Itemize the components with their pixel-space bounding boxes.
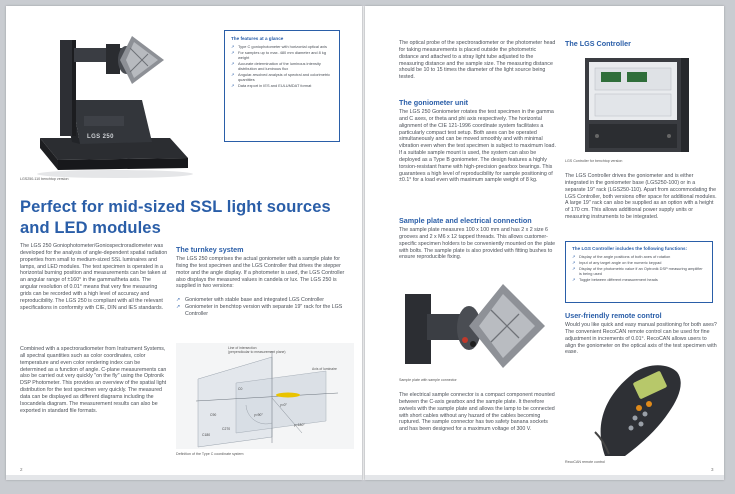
remote-paragraph: Would you like quick and easy manual positioning for both axes? The convenient RecoCAN remote control can be used for fine adjustment in increments of 0.01°. RecoCAN allows users to align the goniometer on the optical axis of the test specimen with ease.	[565, 322, 717, 356]
turnkey-list	[176, 297, 346, 318]
list-item: ↗ Input of any target angle on the numeric keypad	[572, 259, 662, 265]
device-label: LGS 250	[87, 134, 114, 140]
turnkey-paragraph: The LGS 250 comprises the actual goniometer with a sample plate for fixing the test specimen and the LGS Controller that drives the stepper motor and the angle display. If a photometer is used, the LGS Controller also displays the measured values in candela or lux. The LGS 250 is supplied in two versions:	[176, 256, 345, 290]
controller-paragraph: The LGS Controller drives the goniometer and is either integrated in the goniometer base (LGS250-100) or in a separate 19" rack (LGS250-110). Apart from accommodating the LGS Controller, both versions offer space for additional modules. A large 19" rack can also be supplied as an option with a height of 170 cm. This allows additional power supply units or measuring instruments to be integrated.	[565, 173, 717, 221]
sample-photo-caption: Sample plate with sample connector	[399, 378, 457, 382]
c270-label: C270	[222, 427, 231, 431]
arrow-icon: ↗	[231, 83, 235, 88]
goniometer-heading: The goniometer unit	[399, 98, 469, 107]
controller-functions-title: The LGS Controller includes the following functions:	[572, 246, 688, 251]
arrow-icon: ↗	[176, 297, 181, 303]
controller-photo-caption: LGS Controller for benchtop version	[565, 159, 623, 163]
gamma-180-label: γ=180°	[294, 423, 305, 427]
features-box	[224, 30, 340, 142]
intro-paragraph-1: The LGS 250 Goniophotometer/Goniospectroradiometer was developed for the analysis of angle-dependent spatial radiation properties from small to medium-sized SSL luminaires and lamps, and LED modules. The test specimen is operated in a horizontal burning position and measurements can be taken at an angular range of ±160° in the gamma/theta axis. The angular resolution of 0.01° means that very fine measuring grids can be recorded with a high level of accuracy and reproducibility. The LGS 250 is compliant with all the relevant specifications in conformity with CIE, DIN and IES standards.	[20, 243, 168, 311]
remote-heading: User-friendly remote control	[565, 311, 662, 320]
diagram-caption: Definition of the Type C coordinate system	[176, 452, 244, 456]
list-item: ↗ Goniometer with stable base and integrated LGS Controller	[176, 297, 324, 303]
c90-label: C90	[210, 413, 217, 417]
arrow-icon: ↗	[231, 50, 235, 55]
list-item: ↗ Angular-resolved analysis of spectral and colorimetric quantities	[231, 72, 331, 82]
right-page	[365, 6, 724, 480]
gamma-0-label: γ=0°	[280, 403, 287, 407]
gamma-90-label: γ=90°	[254, 413, 263, 417]
list-item: ↗ For samples up to max. 480 mm diameter and 8 kg weight	[231, 50, 327, 60]
controller-functions-box	[565, 241, 713, 303]
turnkey-heading: The turnkey system	[176, 245, 244, 254]
list-item: ↗ Goniometer in benchtop version with separate 19" rack for the LGS Controller	[176, 303, 343, 317]
arrow-icon: ↗	[572, 276, 576, 282]
list-item: ↗ Data export in IES and EULUMDAT format	[231, 83, 312, 88]
sample-plate-heading: Sample plate and electrical connection	[399, 216, 532, 225]
coordinate-diagram	[176, 343, 354, 449]
page-footer-strip	[6, 475, 362, 480]
goniometer-photo	[20, 18, 220, 188]
intersection-label: Line of intersection	[228, 346, 257, 350]
list-item: ↗ Toggle between different measurement heads	[572, 276, 658, 282]
intersection-sublabel: (perpendicular to measurement plane)	[228, 350, 286, 355]
list-item: ↗ Accurate determination of the luminous intensity distribution and luminous flux	[231, 61, 321, 71]
page-number: 2	[20, 467, 23, 472]
page-title	[20, 197, 356, 239]
list-item: ↗ Display of the photometric value if an Optronik DSP measuring amplifier is being used	[572, 265, 703, 276]
goniometer-paragraph: The LGS 250 Goniometer rotates the test specimen in the gamma and C axes, or theta and phi axis respectively. The horizontal alignment of the CIE 121-1996 coordinate system facilitates a particularly compact test setup. Both axes can be operated simultaneously and can be moved smoothly and with minimal vibration even when the test specimen is subject to maximum load. If a suitable sample mount is used, the system can also be deployed as a Type B goniometer. The design features a highly torsion-resistant frame with high-precision gearbox bearings. This guarantees a high level of reproducibility for sample positioning of ±0.1° for a load even with maximum sample weight of 8 kg.	[399, 109, 556, 184]
sample-plate-photo	[399, 274, 549, 376]
arrow-icon: ↗	[231, 44, 235, 49]
intro-paragraph-2: Combined with a spectroradiometer from Instrument Systems, all spectral quantities such as color coordinates, color temperature and even color rendering index can be determined as a function of angle. C-plane measurements can also be carried out very quickly "on the fly" using the Optronik DSP Photometer. This provides an overview of the spatial light distribution for the test specimen very quickly. The measured data can be displayed as different diagrams including the Isocandela diagram. The measurement results can also be exported in standard file formats.	[20, 346, 167, 414]
remote-caption: RecoCAN remote control	[565, 460, 605, 464]
controller-functions-list	[572, 254, 706, 282]
axis-label: Axis of luminaire	[312, 367, 337, 371]
arrow-icon: ↗	[572, 265, 576, 271]
sample-plate-paragraph: The sample plate measures 100 x 100 mm and has 2 x 2 size 6 grooves and 2 x M6 x 12 tapped threads. This allows customer-specific specimen holders to be conveniently mounted on the plate with bolts. The sample plate is also provided with fitting bushes to ensure reproducible fixing.	[399, 227, 556, 261]
c180-label: C180	[202, 433, 211, 437]
arrow-icon: ↗	[176, 303, 181, 310]
electrical-paragraph: The electrical sample connector is a compact component mounted between the C-axis gearbox and the sample plate. It therefore swivels with the sample plate and allows the lamp to be connected with short cables without any hazard of the cables becoming ruptured. The sample connector has two safety banana sockets and has been designed for a maximum voltage of 300 V.	[399, 392, 555, 433]
remote-control-photo	[565, 358, 705, 458]
list-item: ↗ Display of the angle positions of both axes of rotation	[572, 253, 671, 259]
title-line-2: and LED modules	[20, 219, 161, 237]
left-page	[6, 6, 362, 480]
list-item: ↗ Type C goniophotometer with horizontal optical axis	[231, 44, 327, 49]
controller-photo	[565, 52, 707, 156]
features-list	[231, 44, 333, 88]
probe-paragraph: The optical probe of the spectroradiometer or the photometer head for taking measurements is placed outside the photometric distance and attached to a stray light tube adjusted to the measuring distance and the sample size. The measuring distance should be 10 to 15 times the diameter of the light source being tested.	[399, 40, 556, 81]
arrow-icon: ↗	[572, 259, 576, 265]
page-footer-strip	[365, 475, 724, 480]
controller-heading: The LGS Controller	[565, 39, 631, 48]
features-title: The features at a glance	[231, 36, 284, 41]
arrow-icon: ↗	[231, 61, 235, 66]
title-line-1: Perfect for mid-sized SSL light sources	[20, 198, 331, 216]
c0-label: C0	[238, 387, 243, 391]
page-number: 3	[711, 467, 714, 472]
arrow-icon: ↗	[231, 72, 235, 77]
arrow-icon: ↗	[572, 253, 576, 259]
photo-caption: LGS250-110 benchtop version	[20, 177, 69, 181]
